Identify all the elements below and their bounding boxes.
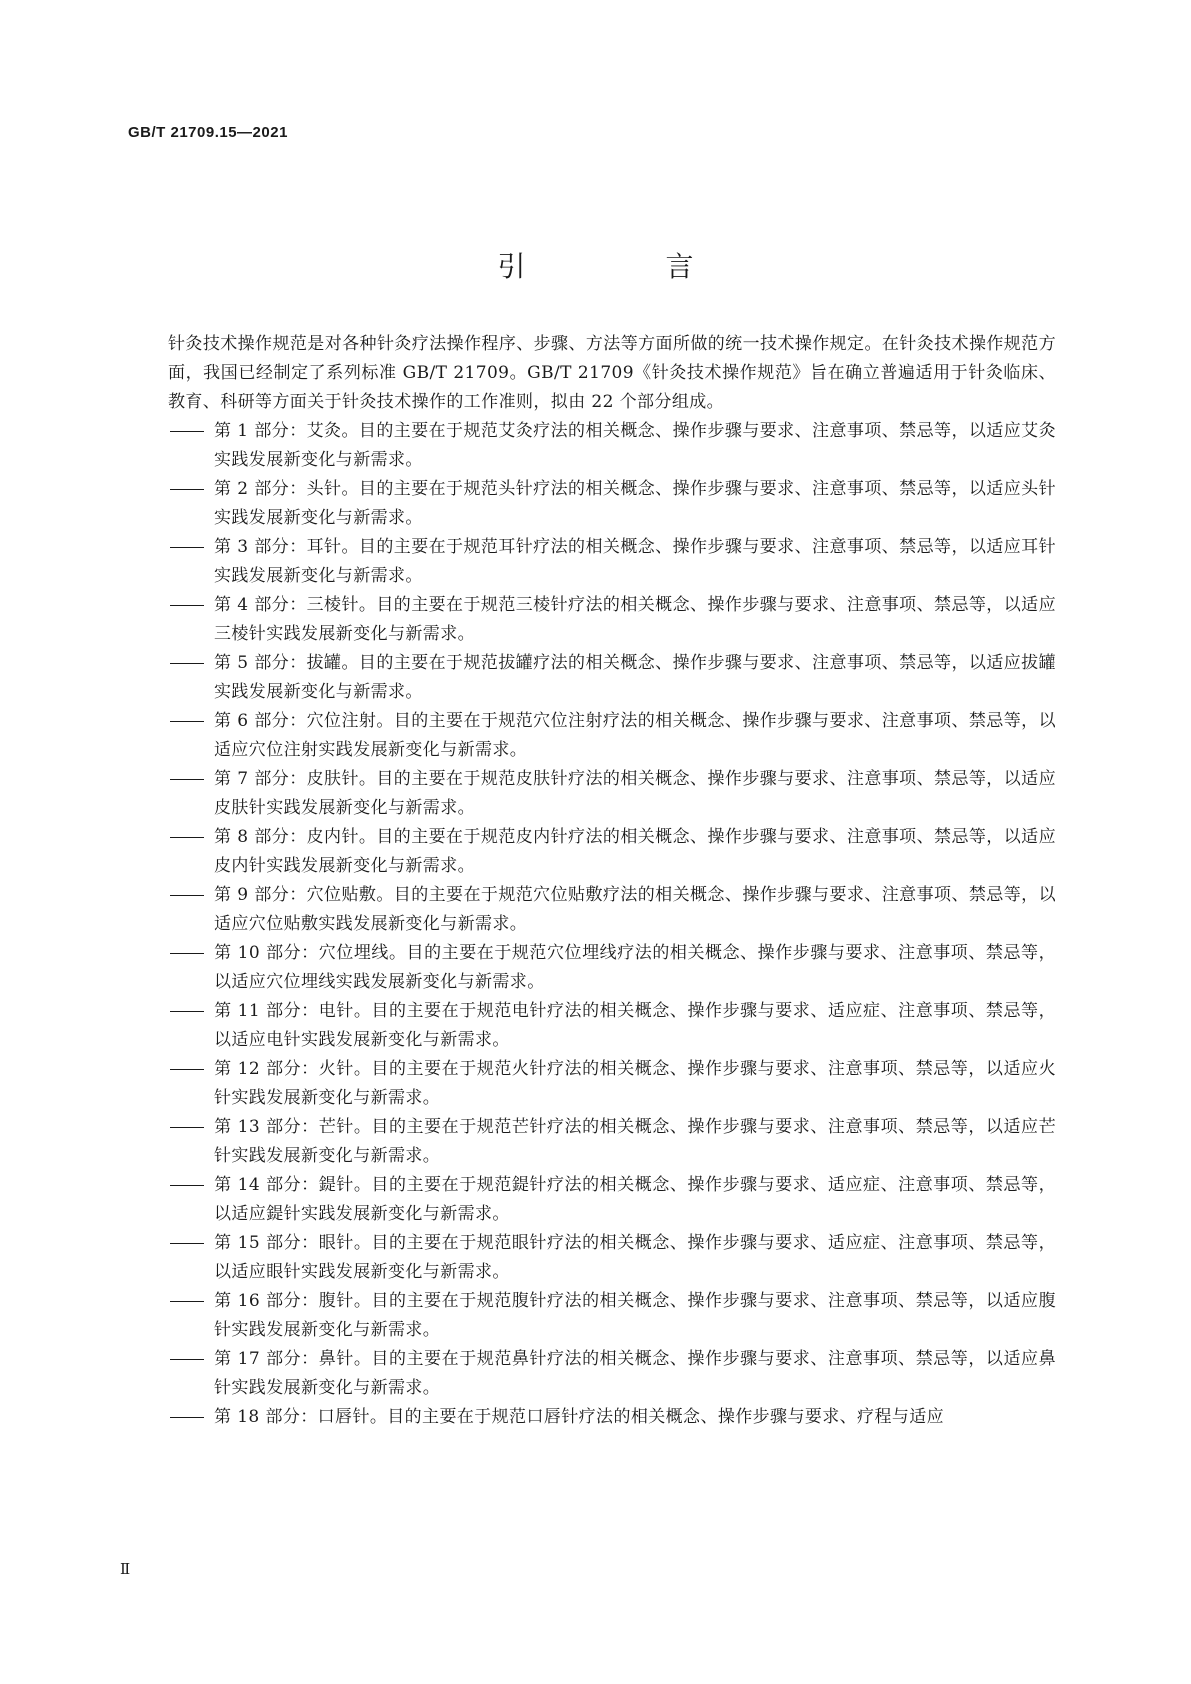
em-dash-marker <box>170 939 214 968</box>
em-dash-marker <box>170 475 214 504</box>
em-dash-marker <box>170 1113 214 1142</box>
part-list-item <box>170 1345 1056 1403</box>
part-text: 第 14 部分：鍉针。目的主要在于规范鍉针疗法的相关概念、操作步骤与要求、适应症、注意事项、禁忌等，以适应鍉针实践发展新变化与新需求。 <box>214 1175 1056 1224</box>
em-dash-marker <box>170 707 214 736</box>
em-dash-marker <box>170 765 214 794</box>
part-list-item <box>170 417 1056 475</box>
part-text: 第 5 部分：拔罐。目的主要在于规范拔罐疗法的相关概念、操作步骤与要求、注意事项、禁忌等，以适应拔罐实践发展新变化与新需求。 <box>214 653 1056 702</box>
part-list-item <box>170 823 1056 881</box>
parts-list <box>170 417 1056 1432</box>
part-list-item <box>170 1113 1056 1171</box>
part-list-item <box>170 533 1056 591</box>
em-dash-marker <box>170 533 214 562</box>
part-list-item <box>170 1171 1056 1229</box>
part-text: 第 9 部分：穴位贴敷。目的主要在于规范穴位贴敷疗法的相关概念、操作步骤与要求、注意事项、禁忌等，以适应穴位贴敷实践发展新变化与新需求。 <box>214 885 1056 934</box>
part-text: 第 17 部分：鼻针。目的主要在于规范鼻针疗法的相关概念、操作步骤与要求、注意事项、禁忌等，以适应鼻针实践发展新变化与新需求。 <box>214 1349 1056 1398</box>
em-dash-marker <box>170 881 214 910</box>
part-list-item <box>170 475 1056 533</box>
part-text: 第 10 部分：穴位埋线。目的主要在于规范穴位埋线疗法的相关概念、操作步骤与要求、注意事项、禁忌等，以适应穴位埋线实践发展新变化与新需求。 <box>214 943 1056 992</box>
em-dash-marker <box>170 1287 214 1316</box>
page-title: 引 言 <box>497 249 750 283</box>
part-list-item <box>170 881 1056 939</box>
part-text: 第 6 部分：穴位注射。目的主要在于规范穴位注射疗法的相关概念、操作步骤与要求、注意事项、禁忌等，以适应穴位注射实践发展新变化与新需求。 <box>214 711 1056 760</box>
part-list-item <box>170 1403 1056 1432</box>
part-text: 第 18 部分：口唇针。目的主要在于规范口唇针疗法的相关概念、操作步骤与要求、疗程与适应 <box>214 1407 945 1427</box>
standard-number-header: GB/T 21709.15—2021 <box>128 124 288 141</box>
part-list-item <box>170 1287 1056 1345</box>
part-text: 第 13 部分：芒针。目的主要在于规范芒针疗法的相关概念、操作步骤与要求、注意事项、禁忌等，以适应芒针实践发展新变化与新需求。 <box>214 1117 1056 1166</box>
part-text: 第 8 部分：皮内针。目的主要在于规范皮内针疗法的相关概念、操作步骤与要求、注意事项、禁忌等，以适应皮内针实践发展新变化与新需求。 <box>214 827 1056 876</box>
part-text: 第 16 部分：腹针。目的主要在于规范腹针疗法的相关概念、操作步骤与要求、注意事项、禁忌等，以适应腹针实践发展新变化与新需求。 <box>214 1291 1056 1340</box>
em-dash-marker <box>170 1055 214 1084</box>
em-dash-marker <box>170 417 214 446</box>
part-list-item <box>170 649 1056 707</box>
em-dash-marker <box>170 1345 214 1374</box>
part-list-item <box>170 765 1056 823</box>
part-list-item <box>170 707 1056 765</box>
part-text: 第 7 部分：皮肤针。目的主要在于规范皮肤针疗法的相关概念、操作步骤与要求、注意事项、禁忌等，以适应皮肤针实践发展新变化与新需求。 <box>214 769 1056 818</box>
part-list-item <box>170 1055 1056 1113</box>
part-list-item <box>170 997 1056 1055</box>
em-dash-marker <box>170 823 214 852</box>
em-dash-marker <box>170 649 214 678</box>
part-text: 第 4 部分：三棱针。目的主要在于规范三棱针疗法的相关概念、操作步骤与要求、注意事项、禁忌等，以适应三棱针实践发展新变化与新需求。 <box>214 595 1056 644</box>
em-dash-marker <box>170 1229 214 1258</box>
document-body <box>170 330 1056 1432</box>
em-dash-marker <box>170 997 214 1026</box>
em-dash-marker <box>170 1171 214 1200</box>
part-text: 第 12 部分：火针。目的主要在于规范火针疗法的相关概念、操作步骤与要求、注意事项、禁忌等，以适应火针实践发展新变化与新需求。 <box>214 1059 1056 1108</box>
part-text: 第 15 部分：眼针。目的主要在于规范眼针疗法的相关概念、操作步骤与要求、适应症、注意事项、禁忌等，以适应眼针实践发展新变化与新需求。 <box>214 1233 1056 1282</box>
em-dash-marker <box>170 1403 214 1432</box>
part-text: 第 11 部分：电针。目的主要在于规范电针疗法的相关概念、操作步骤与要求、适应症、注意事项、禁忌等，以适应电针实践发展新变化与新需求。 <box>214 1001 1056 1050</box>
part-text: 第 3 部分：耳针。目的主要在于规范耳针疗法的相关概念、操作步骤与要求、注意事项、禁忌等，以适应耳针实践发展新变化与新需求。 <box>214 537 1056 586</box>
part-list-item <box>170 1229 1056 1287</box>
part-text: 第 1 部分：艾灸。目的主要在于规范艾灸疗法的相关概念、操作步骤与要求、注意事项、禁忌等，以适应艾灸实践发展新变化与新需求。 <box>214 421 1056 470</box>
part-list-item <box>170 591 1056 649</box>
em-dash-marker <box>170 591 214 620</box>
part-text: 第 2 部分：头针。目的主要在于规范头针疗法的相关概念、操作步骤与要求、注意事项、禁忌等，以适应头针实践发展新变化与新需求。 <box>214 479 1056 528</box>
page-number: Ⅱ <box>120 1560 131 1578</box>
intro-paragraph: 针灸技术操作规范是对各种针灸疗法操作程序、步骤、方法等方面所做的统一技术操作规定。在针灸技术操作规范方面，我国已经制定了系列标准 GB/T 21709。GB/T 21709《针灸技术操作规范》旨在确立普遍适用于针灸临床、教育、科研等方面关于针灸技术操作的工作准则，拟由 22 个部分组成。 <box>168 334 1056 412</box>
part-list-item <box>170 939 1056 997</box>
